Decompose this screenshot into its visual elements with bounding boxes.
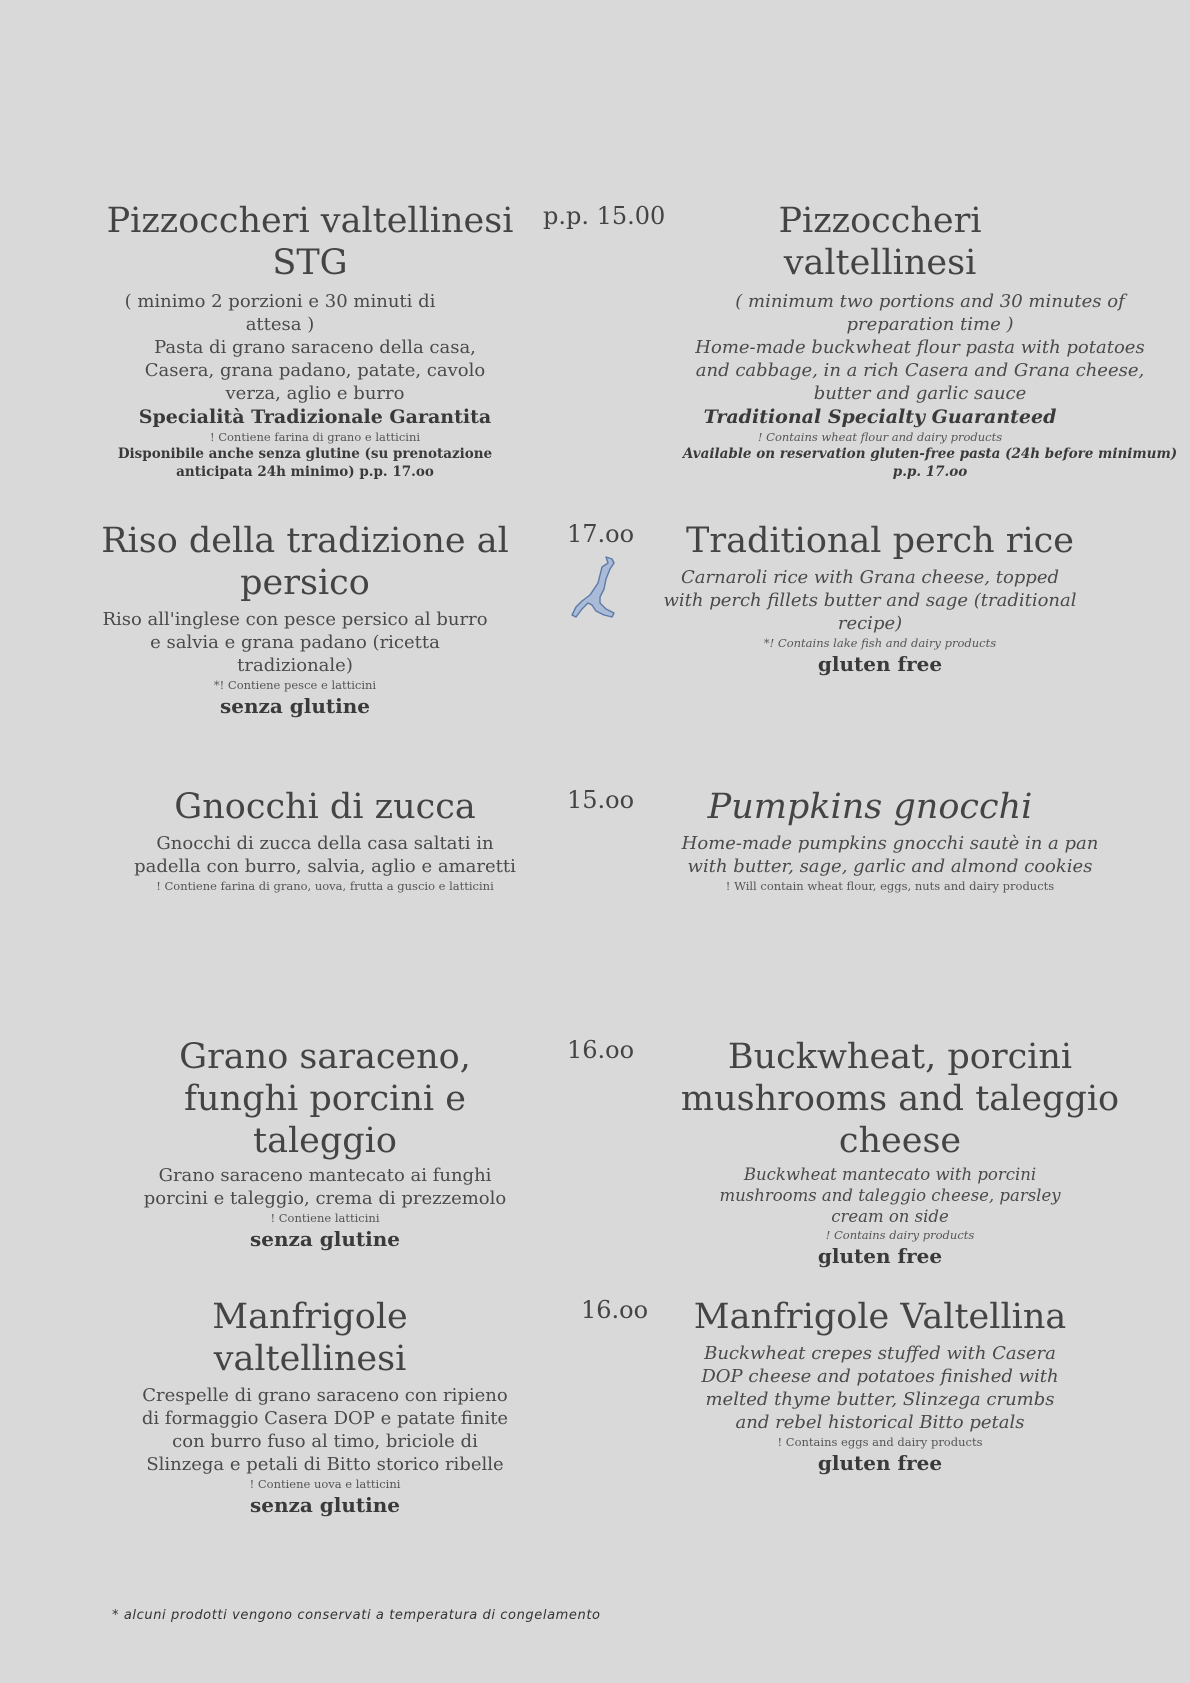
dish-title-en: Manfrigole Valtellina: [693, 1297, 1067, 1337]
dish-allergen-note-en: ! Contains dairy products: [825, 1228, 975, 1242]
dish-specialty-en: Traditional Specialty Guaranteed: [703, 406, 1057, 428]
dish-title-en: Traditional perch rice: [686, 521, 1074, 561]
dish-allergen-note-en: *! Contains lake fish and dairy products: [763, 636, 997, 650]
dish-allergen-note-en: ! Contains eggs and dairy products: [777, 1435, 983, 1449]
dish-allergen-note-it: ! Contiene latticini: [270, 1211, 380, 1225]
dish-availability-it: Disponibile anche senza glutine (su prenotazione anticipata 24h minimo) p.p. 17.oo: [117, 446, 493, 480]
dish-english: [690, 1296, 1070, 1476]
dish-description-en: Carnaroli rice with Grana cheese, topped with perch fillets butter and sage (traditional recipe): [663, 567, 1077, 634]
dish-italian: [95, 200, 525, 481]
dish-price: 16.oo: [567, 1036, 635, 1064]
dish-description-en: Home-made buckwheat flour pasta with potatoes and cabbage, in a rich Casera and Grana cheese, butter and garlic sauce: [695, 337, 1145, 404]
dish-italian: [135, 1296, 515, 1518]
dish-allergen-note-en: ! Will contain wheat flour, eggs, nuts and dairy products: [725, 879, 1055, 893]
dish-title-en: Buckwheat, porcini mushrooms and taleggio cheese: [680, 1037, 1120, 1161]
dish-description-en: Home-made pumpkins gnocchi sautè in a pan with butter, sage, garlic and almond cookies: [681, 833, 1099, 877]
dish-english: [640, 520, 1120, 677]
dish-title-it: Riso della tradizione al persico: [101, 521, 509, 603]
dish-gluten-free-it: senza glutine: [219, 694, 371, 718]
dish-title-en: Pumpkins gnocchi: [707, 787, 1033, 827]
dish-italian: [125, 786, 525, 894]
dish-description-it: Grano saraceno mantecato ai funghi porcini e taleggio, crema di prezzemolo: [143, 1165, 507, 1209]
dish-description-it: Pasta di grano saraceno della casa, Casera, grana padano, patate, cavolo verza, aglio e burro: [144, 337, 486, 404]
dish-description-it: Crespelle di grano saraceno con ripieno di formaggio Casera DOP e patate finite con burro fuso al timo, briciole di Slinzega e petali di Bitto storico ribelle: [141, 1385, 509, 1475]
dish-price: p.p. 15.00: [543, 202, 666, 230]
dish-title-it: Gnocchi di zucca: [174, 787, 476, 827]
dish-subtitle-en: ( minimum two portions and 30 minutes of preparation time ): [735, 291, 1125, 335]
dish-gluten-free-en: gluten free: [817, 652, 943, 676]
dish-price: 17.oo: [567, 520, 635, 548]
dish-availability-en: Available on reservation gluten-free pasta (24h before minimum) p.p. 17.oo: [682, 446, 1178, 480]
dish-italian: [140, 1036, 510, 1252]
dish-english: [680, 200, 1180, 481]
dish-english: [680, 1036, 1120, 1269]
dish-description-en: Buckwheat mantecato with porcini mushrooms and taleggio cheese, parsley cream on side: [719, 1165, 1061, 1226]
dish-description-it: Riso all'inglese con pesce persico al burro e salvia e grana padano (ricetta tradizionale): [102, 609, 488, 676]
dish-specialty-it: Specialità Tradizionale Garantita: [138, 406, 492, 428]
dish-title-en: Pizzoccheri valtellinesi: [778, 201, 982, 283]
dish-subtitle-it: ( minimo 2 porzioni e 30 minuti di attesa ): [124, 291, 436, 335]
dish-gluten-free-it: senza glutine: [249, 1227, 401, 1251]
dish-english: [670, 786, 1110, 894]
dish-allergen-note-it: ! Contiene farina di grano e latticini: [209, 430, 421, 444]
dish-description-en: Buckwheat crepes stuffed with Casera DOP cheese and potatoes finished with melted thyme butter, Slinzega crumbs and rebel historical Bitto petals: [701, 1343, 1059, 1433]
dish-allergen-note-it: *! Contiene pesce e latticini: [213, 678, 377, 692]
dish-price: 15.oo: [567, 786, 635, 814]
dish-price: 16.oo: [581, 1296, 649, 1324]
dish-allergen-note-en: ! Contains wheat flour and dairy products: [757, 430, 1003, 444]
dish-title-it: Grano saraceno, funghi porcini e taleggio: [179, 1037, 471, 1161]
footer-note: * alcuni prodotti vengono conservati a temperatura di congelamento: [112, 1608, 601, 1623]
dish-allergen-note-it: ! Contiene farina di grano, uova, frutta a guscio e latticini: [156, 879, 494, 893]
dish-gluten-free-en: gluten free: [817, 1451, 943, 1475]
dish-description-it: Gnocchi di zucca della casa saltati in padella con burro, salvia, aglio e amaretti: [134, 833, 516, 877]
dish-title-it: Manfrigole valtellinesi: [212, 1297, 408, 1379]
dish-allergen-note-it: ! Contiene uova e latticini: [249, 1477, 401, 1491]
dish-italian: [50, 520, 560, 719]
dish-gluten-free-en: gluten free: [817, 1244, 943, 1268]
dish-gluten-free-it: senza glutine: [249, 1493, 401, 1517]
lake-como-icon: [568, 555, 618, 621]
dish-title-it: Pizzoccheri valtellinesi STG: [106, 201, 514, 283]
